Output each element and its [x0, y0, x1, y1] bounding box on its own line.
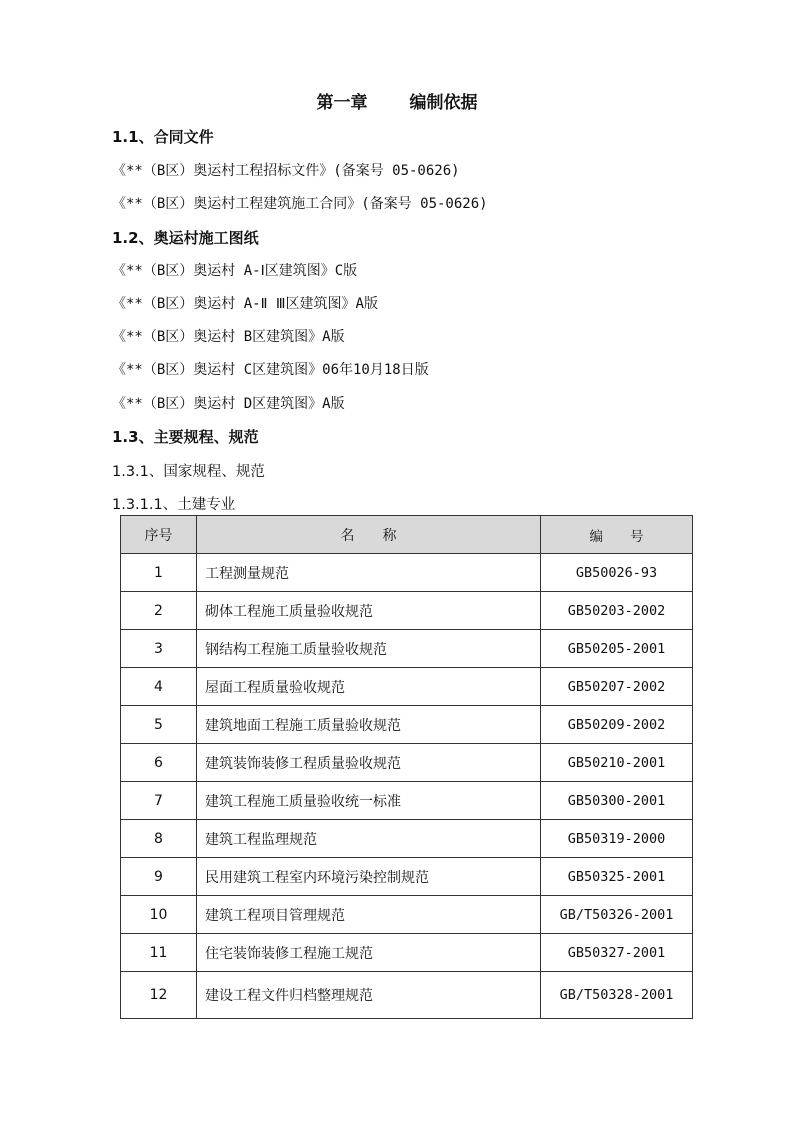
- drawing-item: 《**（B区）奥运村 A-Ⅱ Ⅲ区建筑图》A版: [112, 296, 378, 312]
- section-heading-1-3-1-1: 1.3.1.1、土建专业: [112, 497, 236, 513]
- cell-serial-number: 3: [121, 630, 197, 668]
- cell-standard-code: GB50209-2002: [541, 706, 693, 744]
- cell-standard-code: GB50203-2002: [541, 592, 693, 630]
- drawing-item: 《**（B区）奥运村 A-Ⅰ区建筑图》C版: [112, 263, 358, 279]
- cell-standard-name: 屋面工程质量验收规范: [197, 668, 541, 706]
- table-row: [121, 858, 693, 896]
- table-row: [121, 782, 693, 820]
- cell-standard-code: GB50026-93: [541, 554, 693, 592]
- drawing-item: 《**（B区）奥运村 B区建筑图》A版: [112, 329, 345, 345]
- header-serial-number: 序号: [121, 516, 197, 554]
- chapter-title: [0, 88, 794, 113]
- section-heading-1-1: 1.1、合同文件: [112, 128, 214, 146]
- cell-standard-code: GB50325-2001: [541, 858, 693, 896]
- cell-serial-number: 9: [121, 858, 197, 896]
- table-row: [121, 630, 693, 668]
- cell-standard-name: 钢结构工程施工质量验收规范: [197, 630, 541, 668]
- table-row: [121, 896, 693, 934]
- chapter-number: 第一章: [316, 93, 368, 113]
- cell-serial-number: 2: [121, 592, 197, 630]
- cell-serial-number: 1: [121, 554, 197, 592]
- standards-table: [120, 515, 693, 1019]
- table-row: [121, 592, 693, 630]
- cell-standard-name: 建筑工程项目管理规范: [197, 896, 541, 934]
- header-code: 编 号: [541, 516, 693, 554]
- table-row: [121, 706, 693, 744]
- drawing-item: 《**（B区）奥运村 D区建筑图》A版: [112, 396, 345, 412]
- header-name: 名 称: [197, 516, 541, 554]
- cell-standard-name: 砌体工程施工质量验收规范: [197, 592, 541, 630]
- table-row: [121, 554, 693, 592]
- table-header-row: [121, 516, 693, 554]
- cell-standard-code: GB50319-2000: [541, 820, 693, 858]
- table-row: [121, 934, 693, 972]
- table-row: [121, 668, 693, 706]
- cell-standard-code: GB50207-2002: [541, 668, 693, 706]
- cell-standard-name: 建筑地面工程施工质量验收规范: [197, 706, 541, 744]
- section-heading-1-3-1: 1.3.1、国家规程、规范: [112, 464, 265, 480]
- table-row: [121, 744, 693, 782]
- cell-standard-code: GB50300-2001: [541, 782, 693, 820]
- cell-standard-name: 民用建筑工程室内环境污染控制规范: [197, 858, 541, 896]
- cell-standard-name: 建筑工程监理规范: [197, 820, 541, 858]
- table-row: [121, 820, 693, 858]
- cell-standard-name: 建筑装饰装修工程质量验收规范: [197, 744, 541, 782]
- cell-standard-name: 建设工程文件归档整理规范: [197, 972, 541, 1019]
- cell-serial-number: 11: [121, 934, 197, 972]
- section-heading-1-3: 1.3、主要规程、规范: [112, 428, 259, 446]
- section-heading-1-2: 1.2、奥运村施工图纸: [112, 229, 259, 247]
- cell-standard-code: GB/T50326-2001: [541, 896, 693, 934]
- cell-serial-number: 12: [121, 972, 197, 1019]
- cell-standard-name: 建筑工程施工质量验收统一标准: [197, 782, 541, 820]
- cell-serial-number: 4: [121, 668, 197, 706]
- table-row: [121, 972, 693, 1019]
- cell-standard-code: GB50210-2001: [541, 744, 693, 782]
- cell-standard-name: 住宅装饰装修工程施工规范: [197, 934, 541, 972]
- drawing-item: 《**（B区）奥运村 C区建筑图》06年10月18日版: [112, 362, 429, 378]
- contract-item: 《**（B区）奥运村工程建筑施工合同》(备案号 05-0626): [112, 196, 488, 212]
- cell-standard-code: GB/T50328-2001: [541, 972, 693, 1019]
- cell-standard-code: GB50327-2001: [541, 934, 693, 972]
- cell-standard-name: 工程测量规范: [197, 554, 541, 592]
- cell-serial-number: 10: [121, 896, 197, 934]
- cell-serial-number: 6: [121, 744, 197, 782]
- cell-serial-number: 7: [121, 782, 197, 820]
- contract-item: 《**（B区）奥运村工程招标文件》(备案号 05-0626): [112, 163, 460, 179]
- chapter-heading: 编制依据: [409, 93, 478, 113]
- cell-standard-code: GB50205-2001: [541, 630, 693, 668]
- cell-serial-number: 5: [121, 706, 197, 744]
- cell-serial-number: 8: [121, 820, 197, 858]
